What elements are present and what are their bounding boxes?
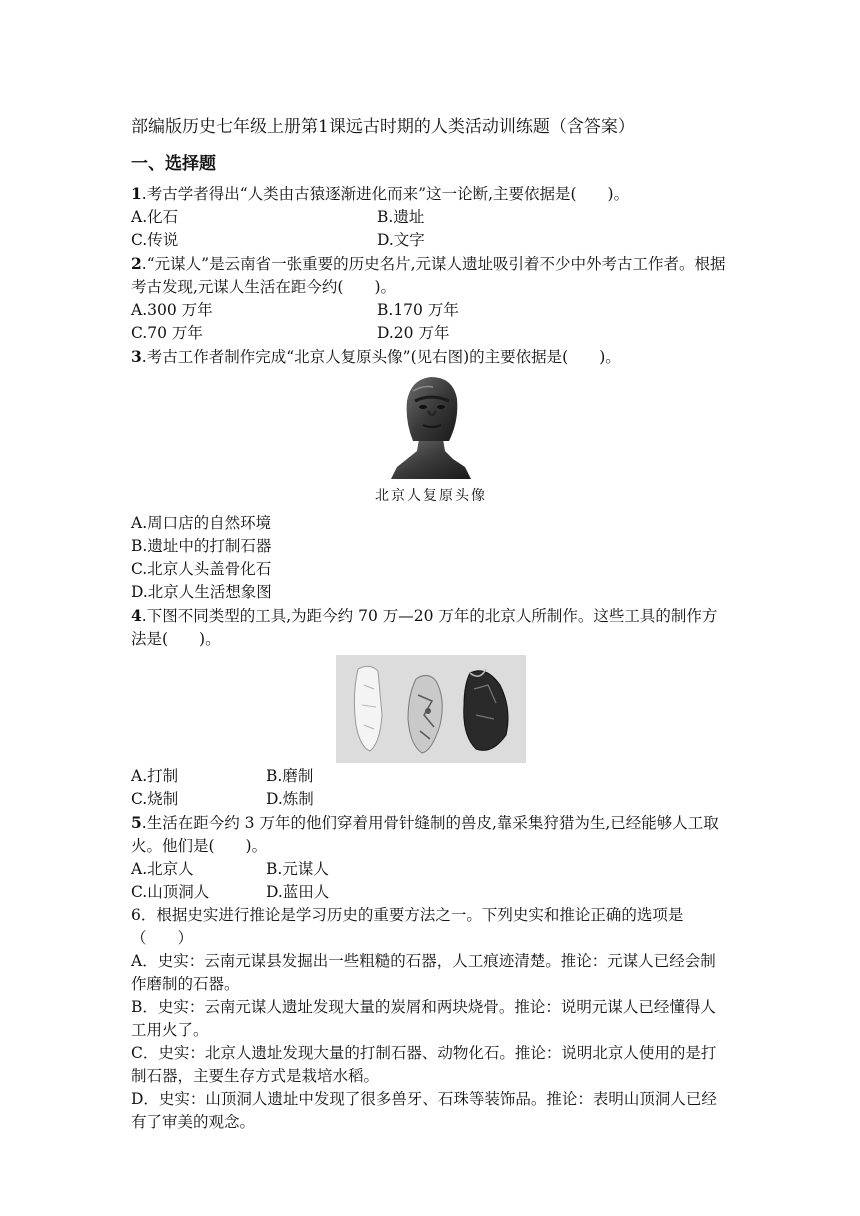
question-number: 5 — [131, 813, 142, 832]
question-text: .生活在距今约 3 万年的他们穿着用骨针缝制的兽皮,靠采集狩猎为生,已经能够人工取火。他们是( )。 — [131, 814, 719, 855]
document-title: 部编版历史七年级上册第1课远古时期的人类活动训练题（含答案） — [131, 117, 635, 137]
stone-tools-image — [336, 655, 526, 763]
options-row — [131, 229, 731, 252]
question-text: .考古工作者制作完成“北京人复原头像”(见右图)的主要依据是( )。 — [141, 348, 621, 366]
option-c: C．史实：北京人遗址发现大量的打制石器、动物化石。推论：说明北京人使用的是打制石器，主要生存方式是栽培水稻。 — [131, 1044, 717, 1085]
options-row — [131, 858, 731, 881]
question-6: 6．根据史实进行推论是学习历史的重要方法之一。下列史实和推论正确的选项是（ ） — [131, 906, 684, 947]
option-d: D.20 万年 — [377, 324, 450, 342]
option-a: A.打制 — [131, 767, 179, 785]
question-number: 4 — [131, 606, 142, 625]
option-a: A.300 万年 — [131, 301, 213, 319]
option-b: B.元谋人 — [266, 860, 329, 878]
option-c: C.传说 — [131, 231, 179, 249]
question-4 — [131, 604, 731, 651]
option-d: D.北京人生活想象图 — [131, 583, 272, 601]
question-text: .考古学者得出“人类由古猿逐渐进化而来”这一论断,主要依据是( )。 — [141, 185, 630, 203]
option-b: B.磨制 — [266, 767, 314, 785]
question-3 — [131, 345, 731, 369]
figure-caption: 北京人复原头像 — [375, 488, 487, 504]
options-row — [131, 322, 731, 345]
option-d: D.文字 — [377, 231, 425, 249]
question-text: .“元谋人”是云南省一张重要的历史名片,元谋人遗址吸引着不少中外考古工作者。根据考古发现,元谋人生活在距今约( )。 — [131, 255, 726, 296]
peking-man-figure — [131, 371, 731, 508]
peking-man-bust-image — [383, 371, 479, 481]
option-b: B.遗址 — [377, 208, 425, 226]
option-a: A．史实：云南元谋县发掘出一些粗糙的石器，人工痕迹清楚。推论：元谋人已经会制作磨制的石器。 — [131, 952, 716, 993]
options-row — [131, 299, 731, 322]
options-row — [131, 206, 731, 229]
option-c: C.北京人头盖骨化石 — [131, 560, 272, 578]
option-b: B.170 万年 — [377, 301, 459, 319]
option-c: C.烧制 — [131, 790, 179, 808]
option-a: A.周口店的自然环境 — [131, 514, 272, 532]
option-d: D.蓝田人 — [266, 883, 330, 901]
document-content — [131, 116, 731, 1134]
question-2 — [131, 252, 731, 299]
options-row — [131, 881, 731, 904]
option-a: A.北京人 — [131, 860, 194, 878]
question-number: 2 — [131, 254, 142, 273]
question-1 — [131, 182, 731, 206]
section-heading: 一、选择题 — [131, 154, 216, 174]
options-row — [131, 788, 731, 811]
option-a: A.化石 — [131, 208, 179, 226]
option-d: D.炼制 — [266, 790, 314, 808]
option-b: B．史实：云南元谋人遗址发现大量的炭屑和两块烧骨。推论：说明元谋人已经懂得人工用火了。 — [131, 998, 716, 1039]
option-c: C.山顶洞人 — [131, 883, 210, 901]
option-b: B.遗址中的打制石器 — [131, 537, 272, 555]
question-5 — [131, 811, 731, 858]
options-row — [131, 765, 731, 788]
option-c: C.70 万年 — [131, 324, 203, 342]
question-number: 3 — [131, 347, 142, 366]
question-text: .下图不同类型的工具,为距今约 70 万—20 万年的北京人所制作。这些工具的制作方法是( )。 — [131, 607, 718, 648]
question-number: 1 — [131, 184, 142, 203]
option-d: D．史实：山顶洞人遗址中发现了很多兽牙、石珠等装饰品。推论：表明山顶洞人已经有了审美的观念。 — [131, 1090, 717, 1131]
stone-tools-figure — [131, 655, 731, 763]
